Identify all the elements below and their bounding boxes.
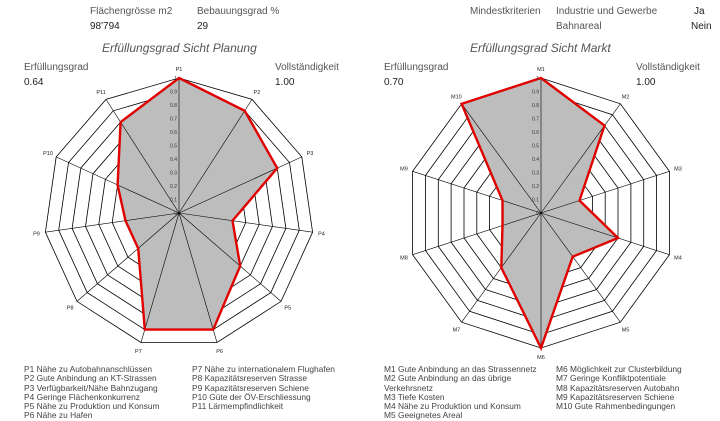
- axis-label: P1: [175, 67, 183, 73]
- markt-title: Erfüllungsgrad Sicht Markt: [470, 41, 611, 55]
- axis-label: P5: [284, 305, 292, 312]
- axis-label: M9: [400, 166, 408, 173]
- planung-erf-label: Erfüllungsgrad: [24, 62, 89, 73]
- legend-item: P1 Nähe zu Autobahnanschlüssen: [24, 364, 153, 374]
- tick-label: 0.1: [532, 197, 539, 204]
- tick-label: 0.4: [532, 157, 539, 163]
- tick-label: 1: [536, 76, 539, 82]
- axis-label: M4: [674, 255, 682, 262]
- planung-title: Erfüllungsgrad Sicht Planung: [102, 41, 257, 55]
- axis-label: P7: [135, 349, 142, 356]
- planung-voll-value: 1.00: [275, 77, 295, 88]
- tick-label: 0.2: [532, 184, 539, 190]
- legend-item: P8 Kapazitätsreserven Strasse: [192, 373, 307, 384]
- tick-label: 0: [536, 211, 539, 217]
- axis-label: M7: [452, 327, 461, 334]
- planung-legend-right: [192, 365, 335, 411]
- legend-item: M5 Geeignetes Areal: [384, 410, 463, 421]
- markt-legend-left: [384, 365, 537, 421]
- tick-label: 0.3: [170, 170, 177, 177]
- markt-legend-right: [556, 365, 682, 411]
- legend-item: M1 Gute Anbindung an das Strassennetz: [384, 364, 537, 374]
- tick-label: 0.3: [532, 170, 539, 177]
- tick-label: 0.6: [170, 130, 177, 136]
- bahnareal-value: Nein: [691, 21, 712, 32]
- tick-label: 0.2: [170, 184, 177, 190]
- tick-label: 0.9: [170, 89, 177, 96]
- legend-item: M2 Gute Anbindung an das übrige: [384, 373, 512, 384]
- axis-label: M8: [400, 255, 408, 262]
- legend-item: Verkehrsnetz: [384, 382, 433, 393]
- axis-label: M1: [537, 67, 545, 73]
- axis-label: P6: [216, 349, 223, 356]
- legend-item: M4 Nähe zu Produktion und Konsum: [384, 401, 521, 412]
- legend-item: P3 Verfügbarkeit/Nähe Bahnzugang: [24, 382, 158, 393]
- planung-legend-left: [24, 365, 159, 421]
- industrie-value: Ja: [694, 6, 705, 17]
- tick-label: 0.9: [532, 89, 539, 96]
- legend-item: P7 Nähe zu internationalem Flughafen: [192, 364, 335, 374]
- tick-label: 0.4: [170, 157, 177, 163]
- flaeche-label: Flächengrösse m2: [90, 6, 173, 17]
- tick-label: 0.6: [532, 130, 539, 136]
- axis-label: P8: [66, 305, 74, 312]
- flaeche-value: 98'794: [90, 21, 120, 32]
- bebauung-label: Bebauungsgrad %: [197, 6, 280, 17]
- industrie-label: Industrie und Gewerbe: [556, 6, 658, 17]
- tick-label: 0.8: [532, 103, 539, 109]
- legend-item: P4 Geringe Flächenkonkurrenz: [24, 391, 140, 402]
- tick-label: 0.5: [170, 143, 177, 150]
- legend-item: M3 Tiefe Kosten: [384, 391, 445, 402]
- axis-label: P2: [253, 89, 261, 96]
- planung-erf-value: 0.64: [24, 77, 44, 88]
- legend-item: M6 Möglichkeit zur Clusterbildung: [556, 364, 682, 374]
- legend-item: M10 Gute Rahmenbedingungen: [556, 401, 676, 412]
- tick-label: 0: [174, 211, 177, 217]
- legend-item: M9 Kapazitätsreserven Schiene: [556, 391, 675, 402]
- legend-item: P5 Nähe zu Produktion und Konsum: [24, 401, 160, 412]
- tick-label: 1: [174, 76, 177, 82]
- legend-item: P6 Nähe zu Hafen: [24, 410, 93, 421]
- markt-erf-label: Erfüllungsgrad: [384, 62, 449, 73]
- axis-label: P4: [318, 231, 325, 238]
- legend-item: P9 Kapazitätsreserven Schiene: [192, 382, 309, 393]
- legend-item: M7 Geringe Konfliktpotentiale: [556, 373, 666, 384]
- tick-label: 0.8: [170, 103, 177, 109]
- axis-label: P3: [306, 151, 314, 158]
- legend-item: P10 Güte der ÖV-Erschliessung: [192, 391, 311, 402]
- radar-chart-markt: [360, 0, 720, 421]
- markt-erf-value: 0.70: [384, 77, 404, 88]
- axis-label: P11: [96, 89, 106, 96]
- axis-label: M10: [451, 94, 462, 101]
- tick-label: 0.5: [532, 143, 539, 150]
- planung-voll-label: Vollständigkeit: [275, 62, 339, 73]
- legend-item: M8 Kapazitätsreserven Autobahn: [556, 382, 680, 393]
- axis-label: P10: [43, 151, 53, 158]
- mindest-label: Mindestkriterien: [470, 6, 541, 17]
- axis-label: M5: [621, 327, 630, 334]
- axis-label: P9: [33, 231, 40, 238]
- bebauung-value: 29: [197, 21, 209, 32]
- tick-label: 0.7: [532, 116, 539, 123]
- tick-label: 0.1: [170, 197, 177, 204]
- markt-voll-value: 1.00: [636, 77, 656, 88]
- legend-item: P2 Gute Anbindung an KT-Strassen: [24, 373, 157, 384]
- axis-label: M3: [674, 166, 682, 173]
- legend-item: P11 Lärmempfindlichkeit: [192, 401, 284, 412]
- bahnareal-label: Bahnareal: [556, 21, 602, 32]
- tick-label: 0.7: [170, 116, 177, 123]
- axis-label: M6: [537, 355, 545, 361]
- markt-voll-label: Vollständigkeit: [636, 62, 700, 73]
- axis-label: M2: [621, 94, 630, 101]
